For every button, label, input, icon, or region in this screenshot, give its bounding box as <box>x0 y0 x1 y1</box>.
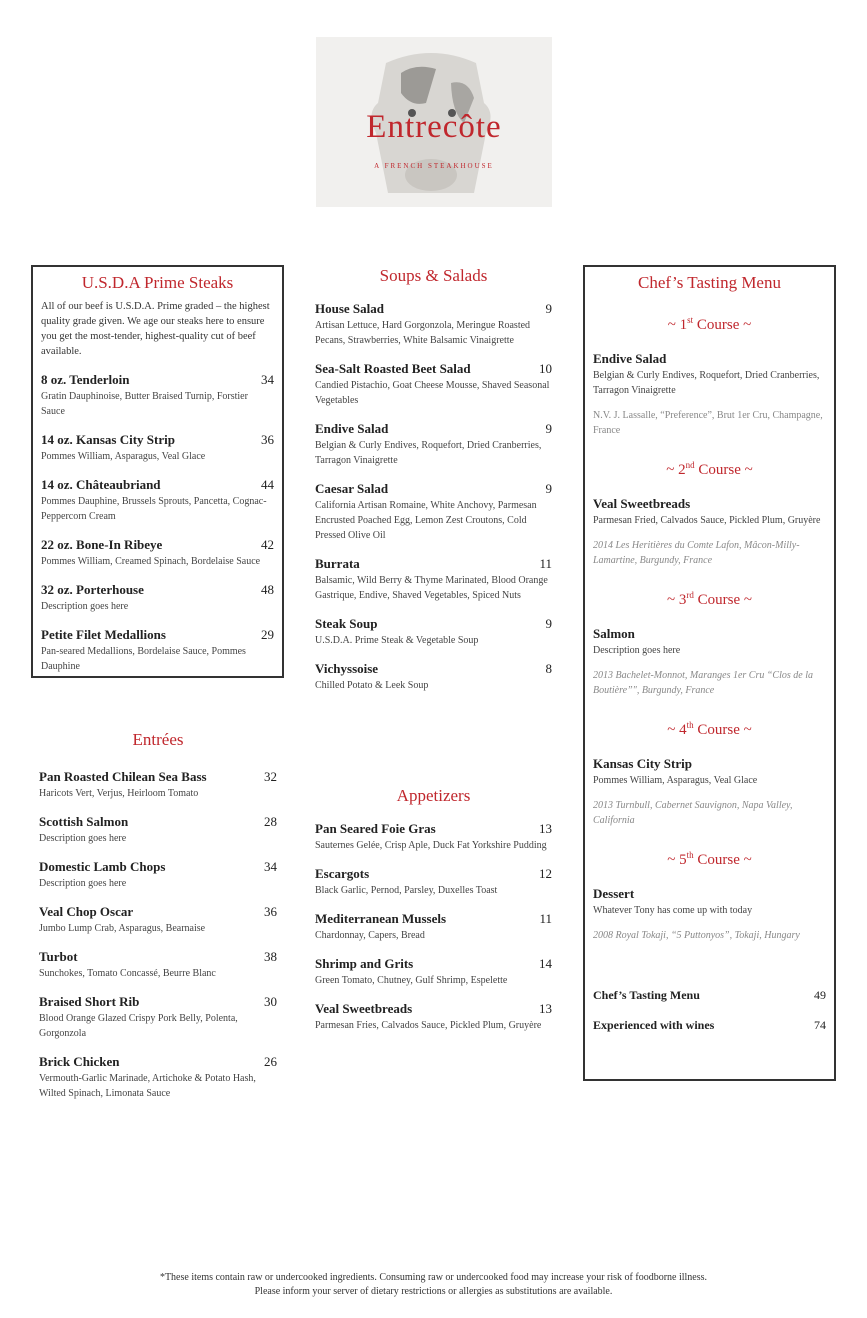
course-label: Course <box>697 722 740 738</box>
item-description: Description goes here <box>39 833 127 844</box>
course-dish: Endive Salad <box>593 351 667 366</box>
course-label: Course <box>698 462 741 478</box>
menu-item <box>315 1000 552 1033</box>
menu-item <box>41 536 274 569</box>
item-description: Parmesan Fries, Calvados Sauce, Pickled Plum, Gruyère <box>315 1020 542 1031</box>
tasting-section <box>583 265 836 1081</box>
item-price: 11 <box>539 556 552 571</box>
course-description: Pommes William, Asparagus, Veal Glace <box>593 775 758 786</box>
item-price: 13 <box>539 821 552 836</box>
course-number: 4 <box>679 722 687 738</box>
course-number: 1 <box>679 317 688 333</box>
menu-item <box>41 476 274 524</box>
item-description: Chilled Potato & Leek Soup <box>315 680 429 691</box>
item-description: Pommes Dauphine, Brussels Sprouts, Pancetta, Cognac-Peppercorn Cream <box>41 496 267 522</box>
course-ordinal: th <box>686 720 694 730</box>
item-price: 10 <box>539 361 552 376</box>
item-name: Endive Salad <box>315 421 389 436</box>
item-price: 42 <box>261 537 274 552</box>
item-price: 32 <box>264 769 277 784</box>
item-description: Sunchokes, Tomato Concassé, Beurre Blanc <box>39 968 216 979</box>
course-description: Whatever Tony has come up with today <box>593 905 753 916</box>
item-description: California Artisan Romaine, White Anchovy, Parmesan Encrusted Poached Egg, Lemon Zest Croutons, Cold Pressed Olive Oil <box>315 500 537 541</box>
item-price: 8 <box>545 661 552 676</box>
item-name: 32 oz. Porterhouse <box>41 582 144 597</box>
menu-item <box>39 768 277 801</box>
item-description: Vermouth-Garlic Marinade, Artichoke & Potato Hash, Wilted Spinach, Limonata Sauce <box>39 1073 256 1099</box>
item-name: Veal Sweetbreads <box>315 1001 413 1016</box>
course-ordinal: nd <box>685 460 695 470</box>
menu-item <box>315 955 552 988</box>
tasting-title: Chef’s Tasting Menu <box>638 273 781 292</box>
menu-item <box>39 1053 277 1101</box>
item-description: Balsamic, Wild Berry & Thyme Marinated, Blood Orange Gastrique, Endive, Shaved Vegetables, Spiced Nuts <box>315 575 548 601</box>
footer-line-1: *These items contain raw or undercooked ingredients. Consuming raw or undercooked food may increase your risk of foodborne illness. <box>159 1272 708 1283</box>
course-description: Parmesan Fried, Calvados Sauce, Pickled Plum, Gruyère <box>593 515 821 526</box>
entrees-title: Entrées <box>132 730 184 749</box>
item-description: Artisan Lettuce, Hard Gorgonzola, Meringue Roasted Pecans, Strawberries, White Balsamic Vinaigrette <box>315 320 531 346</box>
restaurant-logo <box>316 37 552 207</box>
tasting-course <box>593 315 826 438</box>
menu-item <box>315 910 552 943</box>
item-name: Braised Short Rib <box>39 994 140 1009</box>
item-description: Candied Pistachio, Goat Cheese Mousse, Shaved Seasonal Vegetables <box>315 380 550 406</box>
menu-item <box>315 360 552 408</box>
item-price: 9 <box>545 616 552 631</box>
item-price: 9 <box>545 301 552 316</box>
soups-title: Soups & Salads <box>379 266 488 285</box>
menu-item <box>315 480 552 543</box>
item-price: 14 <box>539 956 552 971</box>
item-price: 30 <box>264 994 277 1009</box>
tasting-price-row <box>593 1017 826 1033</box>
item-price: 28 <box>264 814 277 829</box>
item-name: Domestic Lamb Chops <box>39 859 166 874</box>
item-name: Mediterranean Mussels <box>315 911 447 926</box>
item-description: Pan-seared Medallions, Bordelaise Sauce, Pommes Dauphine <box>41 646 246 672</box>
course-wine-pairing: 2014 Les Heritières du Comte Lafon, Mâcon-Milly-Lamartine, Burgundy, France <box>593 540 800 566</box>
item-description: Description goes here <box>41 601 129 612</box>
item-description: U.S.D.A. Prime Steak & Vegetable Soup <box>315 635 479 646</box>
item-description: Pommes William, Asparagus, Veal Glace <box>41 451 206 462</box>
tasting-price-label: Chef’s Tasting Menu <box>593 988 700 1002</box>
menu-item <box>39 993 277 1041</box>
item-name: Shrimp and Grits <box>315 956 414 971</box>
item-description: Haricots Vert, Verjus, Heirloom Tomato <box>39 788 199 799</box>
course-wine-pairing: 2013 Turnbull, Cabernet Sauvignon, Napa Valley, California <box>593 800 793 826</box>
course-description: Description goes here <box>593 645 681 656</box>
item-description: Belgian & Curly Endives, Roquefort, Dried Cranberries, Tarragon Vinaigrette <box>315 440 542 466</box>
item-name: Sea-Salt Roasted Beet Salad <box>315 361 471 376</box>
item-description: Gratin Dauphinoise, Butter Braised Turnip, Forstier Sauce <box>41 391 248 417</box>
menu-item <box>315 300 552 348</box>
course-number: 2 <box>678 462 686 478</box>
appetizers-section <box>315 786 552 1045</box>
item-name: Burrata <box>315 556 360 571</box>
item-price: 44 <box>261 477 274 492</box>
course-heading: ~ 5th Course ~ <box>667 850 752 868</box>
item-name: Brick Chicken <box>39 1054 120 1069</box>
item-price: 36 <box>261 432 274 447</box>
item-price: 29 <box>261 627 274 642</box>
menu-item <box>315 555 552 603</box>
course-wine-pairing: 2013 Bachelet-Monnot, Maranges 1er Cru “Clos de la Boutière”", Burgundy, France <box>593 670 813 696</box>
allergy-footer <box>0 1271 867 1299</box>
course-dish: Veal Sweetbreads <box>593 496 691 511</box>
item-name: Caesar Salad <box>315 481 389 496</box>
course-wine-pairing: 2008 Royal Tokaji, “5 Puttonyos”, Tokaji, Hungary <box>593 930 800 941</box>
item-price: 26 <box>264 1054 277 1069</box>
item-description: Pommes William, Creamed Spinach, Bordelaise Sauce <box>41 556 261 567</box>
course-description: Belgian & Curly Endives, Roquefort, Dried Cranberries, Tarragon Vinaigrette <box>593 370 820 396</box>
course-dish: Salmon <box>593 626 635 641</box>
menu-item <box>315 820 552 853</box>
course-label: Course <box>696 317 740 333</box>
item-name: 14 oz. Kansas City Strip <box>41 432 175 447</box>
item-price: 13 <box>539 1001 552 1016</box>
tasting-price: 49 <box>814 988 826 1002</box>
item-description: Black Garlic, Pernod, Parsley, Duxelles Toast <box>315 885 498 896</box>
tasting-course <box>593 720 826 828</box>
menu-item <box>315 660 552 693</box>
item-name: House Salad <box>315 301 384 316</box>
item-price: 38 <box>264 949 277 964</box>
appetizers-list <box>315 820 552 1033</box>
course-ordinal: st <box>687 315 694 325</box>
course-heading: ~ 4th Course ~ <box>667 720 752 738</box>
item-name: 22 oz. Bone-In Ribeye <box>41 537 163 552</box>
item-description: Chardonnay, Capers, Bread <box>315 930 425 941</box>
menu-item <box>41 431 274 464</box>
item-name: Steak Soup <box>315 616 378 631</box>
menu-item <box>39 858 277 891</box>
course-number: 3 <box>678 592 687 608</box>
steaks-list <box>41 371 274 674</box>
item-description: Description goes here <box>39 878 127 889</box>
item-name: Scottish Salmon <box>39 814 129 829</box>
menu-item <box>39 903 277 936</box>
item-description: Sauternes Gelée, Crisp Aple, Duck Fat Yorkshire Pudding <box>315 840 547 851</box>
item-name: Escargots <box>315 866 370 881</box>
item-name: 8 oz. Tenderloin <box>41 372 130 387</box>
item-description: Green Tomato, Chutney, Gulf Shrimp, Espelette <box>315 975 508 986</box>
menu-item <box>41 371 274 419</box>
course-heading: ~ 2nd Course ~ <box>666 460 753 478</box>
item-price: 9 <box>545 481 552 496</box>
entrees-section <box>39 730 277 1113</box>
course-dish: Dessert <box>593 886 635 901</box>
item-name: Vichyssoise <box>315 661 379 676</box>
menu-item <box>41 626 274 674</box>
footer-line-2: Please inform your server of dietary restrictions or allergies as substitutions are available. <box>254 1286 613 1297</box>
tasting-price-row <box>593 987 826 1003</box>
steaks-intro: All of our beef is U.S.D.A. Prime graded – the highest quality grade given. We age our steaks here to ensure you get the most-tender, highest-quality cut of beef available. <box>41 301 270 357</box>
course-ordinal: th <box>686 850 694 860</box>
course-label: Course <box>697 592 741 608</box>
item-name: Turbot <box>39 949 78 964</box>
item-name: Pan Seared Foie Gras <box>315 821 436 836</box>
menu-item <box>315 615 552 648</box>
course-ordinal: rd <box>686 590 694 600</box>
soups-section <box>315 266 552 705</box>
tasting-course <box>593 850 826 943</box>
menu-item <box>39 948 277 981</box>
course-number: 5 <box>679 852 687 868</box>
course-heading: ~ 1st Course ~ <box>667 315 752 333</box>
soups-list <box>315 300 552 693</box>
steaks-section <box>31 265 284 678</box>
item-name: Veal Chop Oscar <box>39 904 134 919</box>
item-name: Petite Filet Medallions <box>41 627 166 642</box>
item-description: Blood Orange Glazed Crispy Pork Belly, Polenta, Gorgonzola <box>39 1013 238 1039</box>
menu-item <box>315 420 552 468</box>
brand-name: Entrecôte <box>366 109 502 145</box>
course-wine-pairing: N.V. J. Lassalle, “Preference”, Brut 1er Cru, Champagne, France <box>593 410 823 436</box>
appetizers-title: Appetizers <box>396 786 471 805</box>
menu-item <box>315 865 552 898</box>
course-label: Course <box>697 852 740 868</box>
item-price: 9 <box>545 421 552 436</box>
menu-item <box>41 581 274 614</box>
item-price: 11 <box>539 911 552 926</box>
item-price: 48 <box>261 582 274 597</box>
course-dish: Kansas City Strip <box>593 756 692 771</box>
tasting-price-label: Experienced with wines <box>593 1018 715 1032</box>
tasting-totals <box>593 987 826 1033</box>
tasting-course <box>593 590 826 698</box>
item-description: Jumbo Lump Crab, Asparagus, Bearnaise <box>39 923 206 934</box>
item-name: 14 oz. Châteaubriand <box>41 477 161 492</box>
menu-item <box>39 813 277 846</box>
item-price: 34 <box>261 372 274 387</box>
courses-list <box>593 315 826 943</box>
item-name: Pan Roasted Chilean Sea Bass <box>39 769 207 784</box>
course-heading: ~ 3rd Course ~ <box>667 590 752 608</box>
steaks-title: U.S.D.A Prime Steaks <box>81 273 234 292</box>
tasting-course <box>593 460 826 568</box>
item-price: 12 <box>539 866 552 881</box>
tasting-price: 74 <box>814 1018 826 1032</box>
brand-tagline: A FRENCH STEAKHOUSE <box>374 162 494 170</box>
entrees-list <box>39 768 277 1101</box>
item-price: 34 <box>264 859 277 874</box>
item-price: 36 <box>264 904 277 919</box>
